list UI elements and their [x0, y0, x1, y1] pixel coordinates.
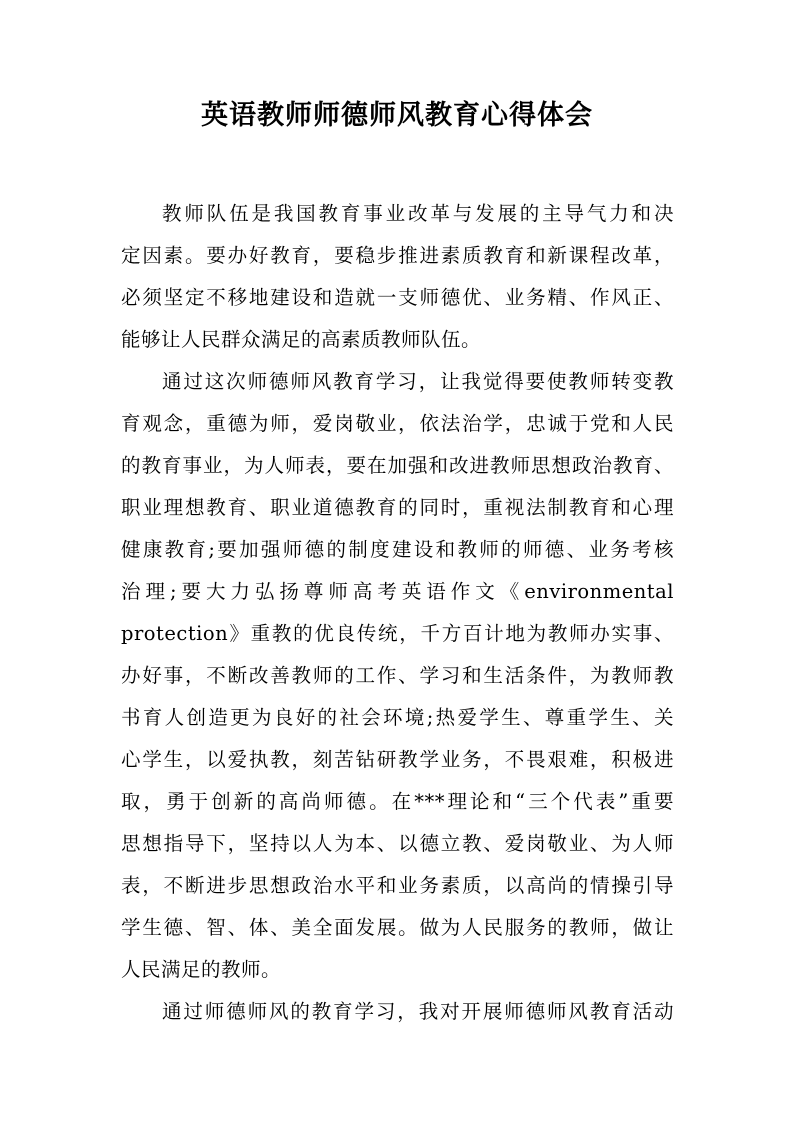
paragraph-2-line-5: 健康教育;要加强师德的制度建设和教师的师德、业务考核	[121, 538, 674, 561]
document-title: 英语教师师德师风教育心得体会	[201, 100, 593, 131]
paragraph-1-line-2: 定因素。要办好教育，要稳步推进素质教育和新课程改革，	[121, 244, 674, 267]
paragraph-1-line-1: 教师队伍是我国教育事业改革与发展的主导气力和决	[162, 202, 674, 225]
paragraph-2-line-12: 思想指导下，坚持以人为本、以德立教、爱岗敬业、为人师	[121, 832, 674, 855]
paragraph-2-line-11: 取，勇于创新的高尚师德。在***理论和“三个代表”重要	[121, 790, 674, 813]
paragraph-1-line-3: 必须坚定不移地建设和造就一支师德优、业务精、作风正、	[121, 286, 674, 309]
paragraph-2-line-2: 育观念，重德为师，爱岗敬业，依法治学，忠诚于党和人民	[121, 412, 674, 435]
paragraph-2-line-7: protection》重教的优良传统，千方百计地为教师办实事、	[121, 622, 674, 645]
paragraph-2-line-3: 的教育事业，为人师表，要在加强和改进教师思想政治教育、	[121, 454, 674, 477]
paragraph-1-line-4: 能够让人民群众满足的高素质教师队伍。	[121, 328, 482, 351]
paragraph-2-line-6: 治理;要大力弘扬尊师高考英语作文《environmental	[121, 580, 674, 603]
paragraph-2-line-13: 表，不断进步思想政治水平和业务素质，以高尚的情操引导	[121, 874, 674, 897]
paragraph-2-line-8: 办好事，不断改善教师的工作、学习和生活条件，为教师教	[121, 664, 674, 687]
paragraph-2-line-14: 学生德、智、体、美全面发展。做为人民服务的教师，做让	[121, 916, 674, 939]
paragraph-2-line-10: 心学生，以爱执教，刻苦钻研教学业务，不畏艰难，积极进	[121, 748, 674, 771]
paragraph-2-line-1: 通过这次师德师风教育学习，让我觉得要使教师转变教	[162, 370, 674, 393]
paragraph-3-line-1: 通过师德师风的教育学习，我对开展师德师风教育活动	[162, 1000, 674, 1023]
paragraph-2-line-15: 人民满足的教师。	[121, 958, 282, 981]
paragraph-2-line-9: 书育人创造更为良好的社会环境;热爱学生、尊重学生、关	[121, 706, 674, 729]
paragraph-2-line-4: 职业理想教育、职业道德教育的同时，重视法制教育和心理	[121, 496, 674, 519]
